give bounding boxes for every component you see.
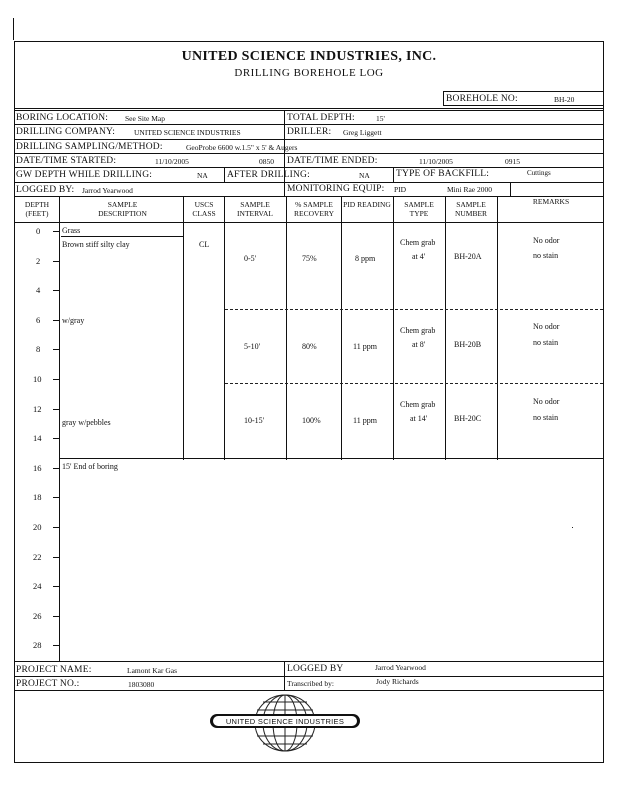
desc-grass: Grass [62, 226, 81, 235]
depth-tick [53, 586, 59, 587]
method-value: GeoProbe 6600 w.1.5" x 5' & Augers [186, 143, 298, 152]
footer-logged-by-label: LOGGED BY [287, 664, 344, 674]
depth-tick [53, 320, 59, 321]
depth-label: 18 [33, 492, 42, 502]
col-header-interval: SAMPLE INTERVAL [237, 200, 273, 218]
project-no-label: PROJECT NO.: [16, 679, 80, 689]
monitoring-equip-value: PID [394, 185, 407, 194]
logged-by-value: Jarrod Yearwood [82, 186, 133, 195]
depth-tick [53, 349, 59, 350]
borehole-no-value: BH-20 [554, 95, 575, 104]
after-drilling-value: NA [359, 171, 370, 180]
depth-label: 12 [33, 404, 42, 414]
depth-label: 24 [33, 581, 42, 591]
monitoring-equip-label: MONITORING EQUIP: [287, 184, 385, 194]
transcribed-value: Jody Richards [376, 677, 419, 686]
sample-remark: No odor [533, 397, 560, 406]
sample-pid: 11 ppm [353, 416, 377, 425]
depth-tick [53, 497, 59, 498]
depth-tick [53, 645, 59, 646]
depth-tick [53, 409, 59, 410]
depth-label: 0 [36, 226, 41, 236]
ended-label: DATE/TIME ENDED: [287, 156, 378, 166]
sample-interval: 5-10' [244, 342, 261, 351]
started-date: 11/10/2005 [155, 157, 189, 166]
sample-interval: 0-5' [244, 254, 257, 263]
driller-label: DRILLER: [287, 127, 332, 137]
drilling-company-value: UNITED SCIENCE INDUSTRIES [134, 128, 241, 137]
sample-number: BH-20A [454, 252, 482, 261]
project-no-value: 1803080 [128, 680, 155, 689]
boring-location-label: BORING LOCATION: [16, 113, 109, 123]
sample-type-depth: at 4' [412, 252, 426, 261]
depth-label: 16 [33, 463, 42, 473]
sample-recovery: 80% [302, 342, 317, 351]
sample-remark-stain: no stain [533, 413, 559, 422]
sample-type: Chem grab [400, 238, 436, 247]
sample-recovery: 75% [302, 254, 317, 263]
sample-number: BH-20C [454, 414, 482, 423]
col-header-pid: PID READING [343, 200, 391, 209]
depth-label: 22 [33, 552, 42, 562]
uscs-class: CL [199, 240, 210, 249]
started-label: DATE/TIME STARTED: [16, 156, 117, 166]
desc-clay: Brown stiff silty clay [62, 240, 130, 249]
form-title: DRILLING BOREHOLE LOG [234, 67, 384, 79]
depth-tick [53, 527, 59, 528]
sample-pid: 11 ppm [353, 342, 377, 351]
col-header-number: SAMPLE NUMBER [454, 200, 488, 218]
depth-tick [53, 261, 59, 262]
sample-remark-stain: no stain [533, 251, 559, 260]
gw-value: NA [197, 171, 208, 180]
company-title: UNITED SCIENCE INDUSTRIES, INC. [181, 49, 437, 64]
sample-number: BH-20B [454, 340, 482, 349]
depth-label: 28 [33, 640, 42, 650]
col-header-type: SAMPLE TYPE [404, 200, 434, 218]
sample-type: Chem grab [400, 400, 436, 409]
transcribed-label: Transcribed by: [287, 679, 335, 688]
depth-tick [53, 231, 59, 232]
started-time: 0850 [259, 157, 274, 166]
sample-remark: No odor [533, 236, 560, 245]
logo-text: UNITED SCIENCE INDUSTRIES [225, 717, 345, 726]
depth-label: 6 [36, 315, 41, 325]
backfill-label: TYPE OF BACKFILL: [396, 169, 490, 179]
sample-remark-stain: no stain [533, 338, 559, 347]
depth-label: 10 [33, 374, 42, 384]
total-depth-label: TOTAL DEPTH: [287, 113, 355, 123]
total-depth-value: 15' [376, 114, 385, 123]
boring-location-value: See Site Map [125, 114, 165, 123]
depth-tick [53, 468, 59, 469]
depth-tick [53, 438, 59, 439]
desc-pebbles: gray w/pebbles [62, 418, 111, 427]
sample-pid: 8 ppm [355, 254, 376, 263]
depth-label: 26 [33, 611, 42, 621]
after-drilling-label: AFTER DRILLING: [227, 170, 310, 180]
desc-gray: w/gray [62, 316, 85, 325]
backfill-value: Cuttings [527, 169, 551, 177]
monitoring-equip-model: Mini Rae 2000 [447, 185, 492, 194]
depth-tick [53, 616, 59, 617]
col-header-uscs: USCS CLASS [192, 200, 216, 218]
ended-date: 11/10/2005 [419, 157, 453, 166]
project-name-label: PROJECT NAME: [16, 665, 92, 675]
col-header-description: SAMPLE DESCRIPTION [98, 200, 147, 218]
depth-label: 2 [36, 256, 41, 266]
desc-end: 15' End of boring [62, 462, 118, 471]
scan-mark [13, 18, 14, 40]
gw-label: GW DEPTH WHILE DRILLING: [16, 170, 153, 180]
depth-label: 14 [33, 433, 42, 443]
sample-type-depth: at 14' [410, 414, 428, 423]
borehole-no-label: BOREHOLE NO: [446, 94, 518, 104]
sample-recovery: 100% [302, 416, 321, 425]
sample-type: Chem grab [400, 326, 436, 335]
ended-time: 0915 [505, 157, 520, 166]
logged-by-label: LOGGED BY: [16, 185, 75, 195]
depth-tick [53, 379, 59, 380]
project-name-value: Lamont Kar Gas [127, 666, 177, 675]
driller-value: Greg Liggett [343, 128, 382, 137]
depth-label: 4 [36, 285, 41, 295]
method-label: DRILLING SAMPLING/METHOD: [16, 142, 163, 152]
footer-logged-by-value: Jarrod Yearwood [375, 663, 426, 672]
sample-interval: 10-15' [244, 416, 265, 425]
depth-tick [53, 290, 59, 291]
col-header-remarks: REMARKS [532, 197, 570, 206]
depth-tick [53, 557, 59, 558]
usi-logo [205, 692, 365, 754]
sample-type-depth: at 8' [412, 340, 426, 349]
col-header-depth: DEPTH (FEET) [24, 200, 50, 218]
col-header-recovery: % SAMPLE RECOVERY [293, 200, 334, 218]
depth-label: 20 [33, 522, 42, 532]
depth-label: 8 [36, 344, 41, 354]
drilling-company-label: DRILLING COMPANY: [16, 127, 116, 137]
sample-remark: No odor [533, 322, 560, 331]
